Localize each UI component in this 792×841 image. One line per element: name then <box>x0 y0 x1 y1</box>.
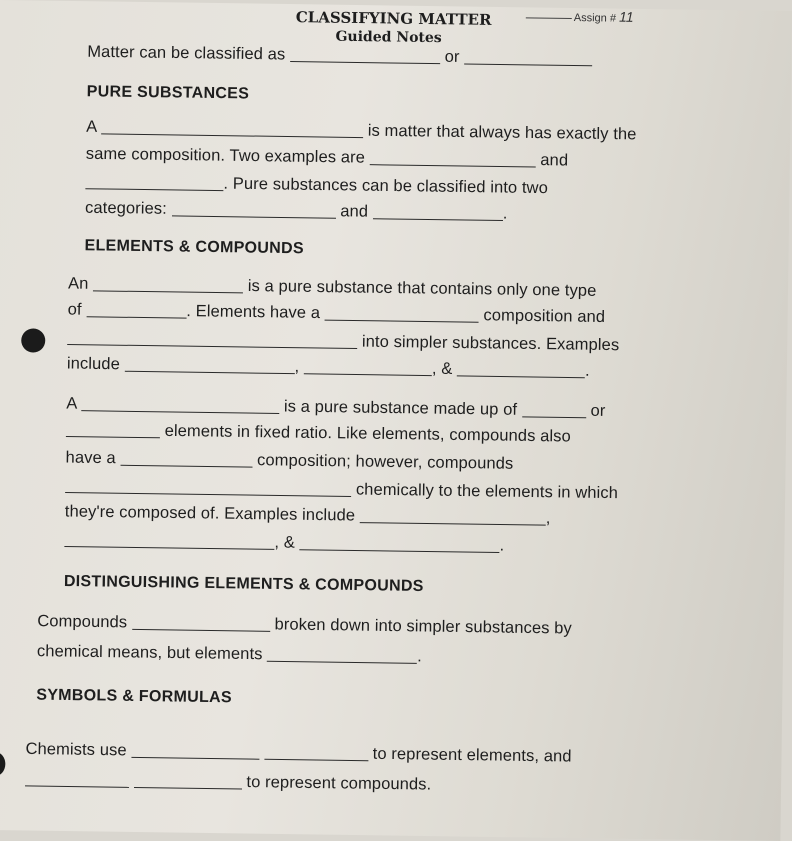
binder-hole <box>21 328 45 352</box>
element-line-2: of . Elements have a composition and <box>67 300 606 326</box>
section-heading-elements-compounds: ELEMENTS & COMPOUNDS <box>84 237 305 258</box>
pure-line-1: A is matter that always has exactly the <box>86 117 637 144</box>
symbols-line-2: to represent compounds. <box>25 768 431 794</box>
answer-blank[interactable] <box>81 393 279 413</box>
answer-blank[interactable] <box>370 147 536 167</box>
answer-blank[interactable] <box>304 356 432 375</box>
pure-line-4: categories: and . <box>84 198 508 223</box>
answer-blank[interactable] <box>65 475 351 496</box>
pure-line-3: . Pure substances can be classified into two <box>85 171 548 198</box>
answer-blank[interactable] <box>25 768 129 787</box>
assignment-label: Assign # 11 <box>573 8 634 25</box>
answer-blank[interactable] <box>120 448 252 467</box>
answer-blank[interactable] <box>93 273 243 293</box>
element-line-4: include , , & . <box>66 354 590 380</box>
answer-blank[interactable] <box>67 327 357 349</box>
compound-line-4: chemically to the elements in which <box>65 475 618 503</box>
answer-blank[interactable] <box>172 198 336 218</box>
binder-hole <box>0 752 5 776</box>
answer-blank[interactable] <box>457 358 585 377</box>
section-heading-symbols: SYMBOLS & FORMULAS <box>36 686 233 707</box>
element-line-3: into simpler substances. Examples <box>67 327 619 355</box>
answer-blank[interactable] <box>101 116 363 137</box>
answer-blank[interactable] <box>464 46 592 65</box>
distinguish-line-2: chemical means, but elements . <box>36 642 423 666</box>
answer-blank[interactable] <box>64 529 274 549</box>
answer-blank[interactable] <box>132 612 270 631</box>
answer-blank[interactable] <box>267 644 417 664</box>
section-heading-pure-substances: PURE SUBSTANCES <box>86 83 250 103</box>
compound-line-5: they're composed of. Examples include , <box>64 502 551 528</box>
answer-blank[interactable] <box>264 742 368 761</box>
compound-line-3: have a composition; however, compounds <box>65 448 514 473</box>
name-line <box>526 17 572 19</box>
page-title: CLASSIFYING MATTER <box>295 8 492 29</box>
section-heading-distinguishing: DISTINGUISHING ELEMENTS & COMPOUNDS <box>63 572 424 595</box>
answer-blank[interactable] <box>125 354 295 374</box>
answer-blank[interactable] <box>134 770 242 789</box>
answer-blank[interactable] <box>85 171 223 190</box>
answer-blank[interactable] <box>300 532 500 552</box>
distinguish-line-1: Compounds broken down into simpler substances by <box>37 612 572 638</box>
answer-blank[interactable] <box>290 44 440 64</box>
symbols-line-1: Chemists use to represent elements, and <box>25 739 572 766</box>
element-line-1: An is a pure substance that contains only one type <box>67 274 597 300</box>
pure-line-2: same composition. Two examples are and <box>85 144 569 170</box>
compound-line-1: A is a pure substance made up of or <box>66 394 606 420</box>
answer-blank[interactable] <box>325 303 479 323</box>
answer-blank[interactable] <box>360 505 546 525</box>
compound-line-6: , & . <box>64 529 504 556</box>
page-subtitle: Guided Notes <box>335 28 442 47</box>
answer-blank[interactable] <box>373 201 503 220</box>
answer-blank[interactable] <box>86 299 186 318</box>
answer-blank[interactable] <box>522 399 586 417</box>
answer-blank[interactable] <box>131 740 259 759</box>
compound-line-2: elements in fixed ratio. Like elements, compounds also <box>66 419 571 447</box>
answer-blank[interactable] <box>66 419 160 438</box>
intro-line: Matter can be classified as or <box>87 41 592 69</box>
